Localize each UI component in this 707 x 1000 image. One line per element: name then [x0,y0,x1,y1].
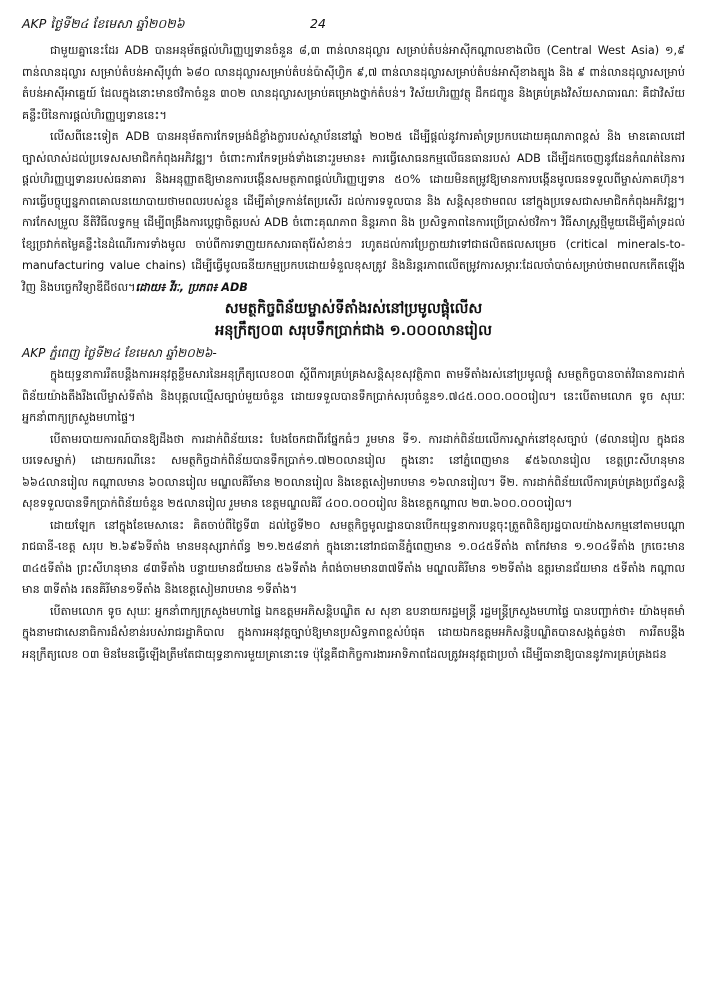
article-paragraph-text: លើសពីនេះទៀត ADB បានអនុម័តការកែទម្រង់ដ៏ខ្លាំងក្លារបស់ស្ថាប័ននៅឆ្នាំ ២០២៥ ដើម្បីផ្ដល់នូវការគាំទ្រប្រកបដោយគុណភាពខ្ពស់ និង មានគោលដៅច្បាស់លាស់ដល់ប្រទេសសមាជិកកំពុងអភិវឌ្ឍ។ ចំពោះការកែទម្រង់ទាំងនោះរួមមាន៖ ការធ្វើសោធនកម្មលើធនធានរបស់ ADB ដើម្បីដកចេញនូវដែនកំណត់នៃការផ្ដល់ហិរញ្ញប្បទានរបស់ធនាគារ និងអនុញ្ញាតឱ្យមានការបង្កើនសមត្ថភាពផ្ដល់ហិរញ្ញប្បទាន ៥០% ដោយមិនតម្រូវឱ្យមានការបង្កើនមូលធនទទួលពីម្ចាស់ភាគហ៊ុន។ ការធ្វើបច្ចុប្បន្នភាពគោលនយោបាយថាមពលរបស់ខ្លួន ដើម្បីគាំទ្រកាន់តែប្រសើរ ដល់ការទទួលបាន និង សន្តិសុខថាមពល នៅក្នុងប្រទេសជាសមាជិកកំពុងអភិវឌ្ឍ។ ការកែសម្រួល នីតិវិធីលទ្ធកម្ម ដើម្បីពង្រឹងការប្ដេជ្ញាចិត្តរបស់ ADB ចំពោះគុណភាព និន្តរភាព និង ប្រសិទ្ធភាពនៃការប្រើប្រាស់ថវិកា។ វិធីសាស្រ្តថ្មីមួយដើម្បីគាំទ្រដល់ខ្សែច្រវាក់តម្លៃគន្លឹះនៃដំណើរការទាំងមូល ចាប់ពីការទាញយកសារធាតុរ៉ែសំខាន់ៗ រហូតដល់ការប្រែក្លាយវាទៅជាផលិតផលសម្រេច (critical minerals-to-manufacturing value chains) ដើម្បីធ្វើមូលធនីយកម្មប្រកបដោយទំនួលខុសត្រូវ និងនិរន្តរភាពលើតម្រូវការសម្ភារៈដែលចាំបាច់សម្រាប់ថាមពលកកើតឡើងវិញ និងបច្ចេកវិទ្យាឌីជីថល។ [22,130,685,294]
article-adb [22,40,685,298]
page-header [22,16,685,36]
article-source: ដោយ៖ វីរៈ, ប្រភព៖ ADB [135,280,248,294]
article-paragraph: បើតាមលោក ទូច សុឃៈ អ្នកនាំពាក្យក្រសួងមហាផ្ទៃ ឯកឧត្តមអភិសន្តិបណ្ឌិត ស សុខា ឧបនាយករដ្ឋមន្ត្រី រដ្ឋមន្ត្រីក្រសួងមហាផ្ទៃ បានបញ្ជាក់ថា៖ យ៉ាងមុតមាំក្នុងនាមជាសេនាធិការដ៏សំខាន់របស់រាជរដ្ឋាភិបាល ក្នុងការអនុវត្តច្បាប់ឱ្យមានប្រសិទ្ធភាពខ្ពស់បំផុត ដោយឯកឧត្តមអភិសន្តិបណ្ឌិតបានសង្កត់ធ្ងន់ថា ការរឹតបន្តឹងអនុក្រឹត្យលេខ ០៣ មិនមែនធ្វើឡើងត្រឹមតែជាយុទ្ធនាការមួយគ្រានោះទេ ប៉ុន្តែគឺជាកិច្ចការងារអាទិភាពដែលត្រូវអនុវត្តជាប្រចាំ ដើម្បីធានាឱ្យបាននូវការគ្រប់គ្រងជន [22,604,685,661]
article-paragraph: បើតាមរបាយការណ៍បានឱ្យដឹងថា ការដាក់ពិន័យនេះ បែងចែកជាពីរផ្នែកធំៗ រួមមាន ទី១. ការដាក់ពិន័យលើការស្នាក់នៅខុសច្បាប់ (៨លានរៀល ក្នុងជនបរទេសម្នាក់) ដោយករណីនេះ សមត្ថកិច្ចដាក់ពិន័យបានទឹកប្រាក់១.៧២០លានរៀល ក្នុងនោះ នៅភ្នំពេញមាន ៩៥៦លានរៀល ខេត្តព្រះសីហនុមាន ៦៦៤លានរៀល កណ្ដាលមាន ៦០លានរៀល មណ្ឌលគិរីមាន ២០លានរៀល និងខេត្តសៀមរាបមាន ១៦លានរៀល។ ទី២. ការដាក់ពិន័យលើការគ្រប់គ្រងប្រព័ន្ធសន្តិសុខទទួលបានទឹកប្រាក់ពិន័យចំនួន ២៥លានរៀល រួមមាន ខេត្តមណ្ឌលគិរី ៤០០.០០០រៀល និងខេត្តកណ្ដាល ២៣.៦០០.០០០រៀល។ [22,432,685,510]
page-number: 24 [310,16,326,31]
headline-line-1: សមត្ថកិច្ចពិន័យម្ចាស់ទីតាំងរស់នៅប្រមូលផ្ដុំលើស [224,301,483,317]
article-fines [22,298,685,665]
article-paragraph: ដោយឡែក នៅក្នុងខែមេសានេះ គិតចាប់ពីថ្ងៃទី៣ ដល់ថ្ងៃទី២០ សមត្ថកិច្ចមូលដ្ឋានបានបើកយុទ្ធនាការបន្ដចុះត្រួតពិនិត្យរដ្ឋបាលយ៉ាងសកម្មនៅតាមបណ្ដារាជធានី-ខេត្ត សរុប ២.៦៩៦ទីតាំង មានមនុស្សរាក់ព័ន្ធ ២១.២៥៨នាក់ ក្នុងនោះនៅរាជធានីភ្នំពេញមាន ១.០៤៥ទីតាំង តាកែវមាន ១.១០៤ទីតាំង ក្រចេះមាន ៣៤៥ទីតាំង ព្រះសីហនុមាន ៨៣ទីតាំង បន្ទាយមានជ័យមាន ៥៦ទីតាំង កំពង់ចាមមាន៣៧ទីតាំង មណ្ឌលគិរីមាន ១២ទីតាំង ឧត្តរមានជ័យមាន ៥ទីតាំង កណ្ដាលមាន ៣ទីតាំង រតនគិរីមាន១ទីតាំង និងខេត្តសៀមរាបមាន ១ទីតាំង។ [22,518,685,596]
headline-line-2: អនុក្រឹត្យ០៣ សរុបទឹកប្រាក់ជាង ១.០០០លានរៀល [215,323,492,339]
article-dateline: AKP ភ្នំពេញ ថ្ងៃទី២៤ ខែមេសា ឆ្នាំ២០២៦- [22,346,217,360]
article-paragraph: ជាមួយគ្នានេះដែរ ADB បានអនុម័តផ្ដល់ហិរញ្ញប្បទានចំនួន ៨,៣ ពាន់លានដុល្លារ សម្រាប់តំបន់អាស៊ីកណ្ដាលខាងលិច (Central West Asia) ១,៩ ពាន់លានដុល្លារ សម្រាប់តំបន់អាស៊ីបូព៌ា ៦៨០ លានដុល្លារសម្រាប់តំបន់ប៉ាស៊ីហ្វិក ៩,៧ ពាន់លានដុល្លារសម្រាប់តំបន់អាស៊ីខាងត្បូង និង ៩ ពាន់លានដុល្លារសម្រាប់តំបន់អាស៊ីអាគ្នេយ៍ ដែលក្នុងនោះមានថវិកាចំនួន ៣០២ លានដុល្លារសម្រាប់គម្រោងថ្នាក់តំបន់។ វិស័យហិរញ្ញវត្ថុ ដឹកជញ្ជូន និងគ្រប់គ្រងវិស័យសាធារណៈ គឺជាវិស័យគន្លឹះបីនៃការផ្ដល់ហិរញ្ញប្បទាននេះ។ [22,44,685,122]
article-paragraph [22,126,685,298]
header-date: AKP ថ្ងៃទី២៤ ខែមេសា ឆ្នាំ២០២៦ [22,16,185,31]
article-paragraph: ក្នុងយុទ្ធនាការរឹតបន្តឹងការអនុវត្តខ្លឹមសារនៃអនុក្រឹត្យលេខ០៣ ស្ដីពីការគ្រប់គ្រងសន្តិសុខសុវត្ថិភាព តាមទីតាំងរស់នៅប្រមូលផ្ដុំ សមត្ថកិច្ចបានចាត់វិធានការដាក់ពិន័យយ៉ាងតឹងរឹងលើម្ចាស់ទីតាំង និងបុគ្គលល្មើសច្បាប់មួយចំនួន ដោយទទួលបានទឹកប្រាក់សរុបចំនួន១.៧៤៥.០០០.០០០រៀល។ នេះបើតាមលោក ទូច សុឃៈ អ្នកនាំពាក្យក្រសួងមហាផ្ទៃ។ [22,368,685,424]
